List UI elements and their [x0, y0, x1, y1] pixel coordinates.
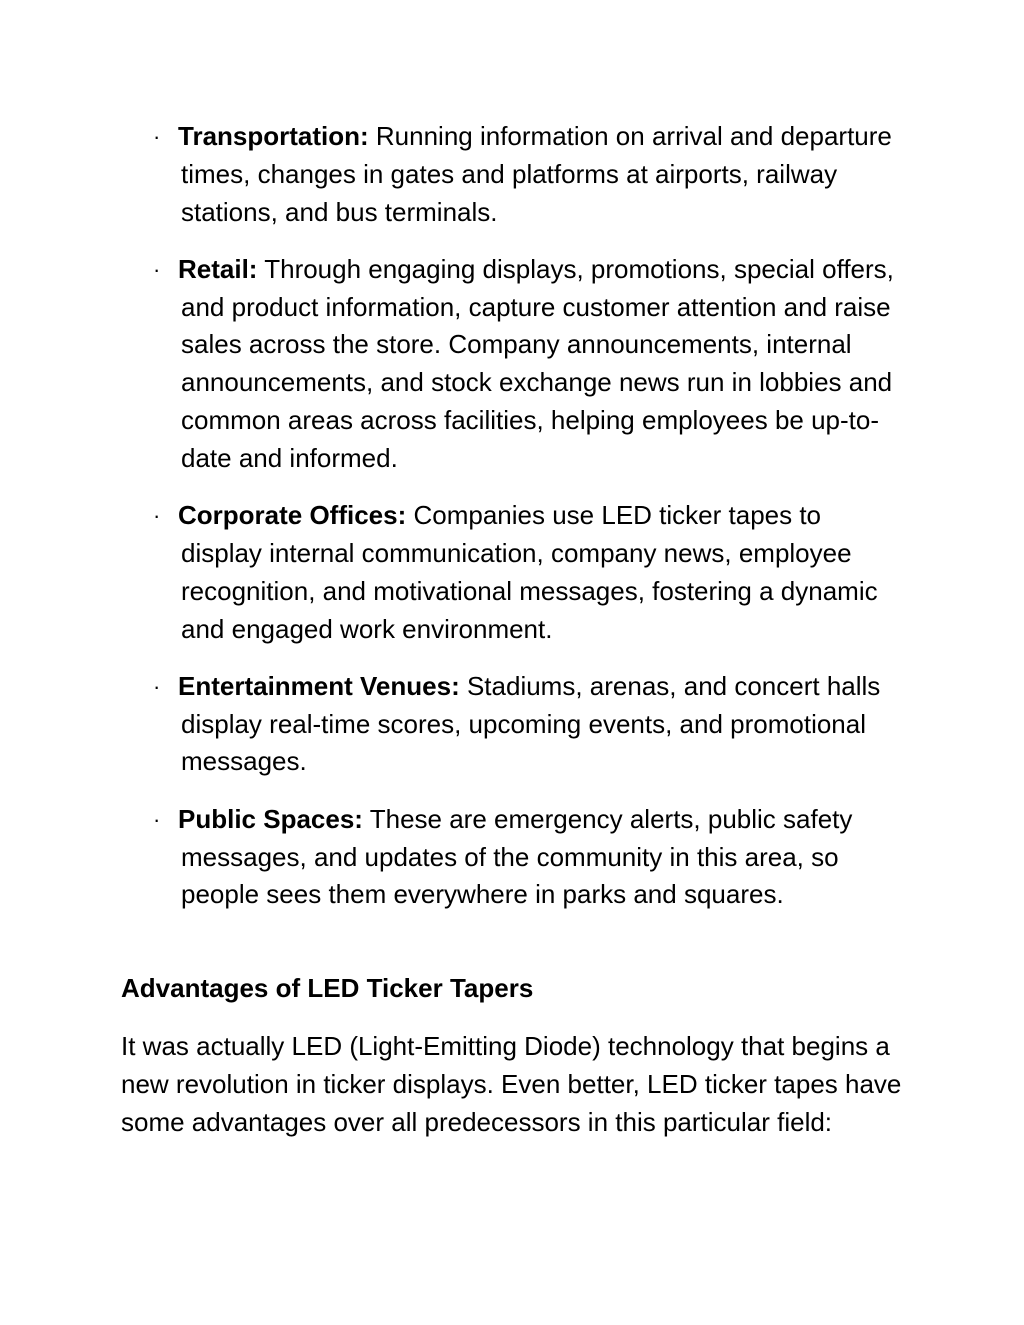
bullet-text — [178, 497, 901, 648]
bullet-marker: · — [153, 806, 161, 832]
bullet-text — [178, 118, 901, 231]
bullet-text — [178, 251, 901, 478]
list-item-corporate-offices — [0, 497, 901, 648]
bullet-text — [178, 801, 901, 914]
bullet-description: These are emergency alerts, public safety messages, and updates of the community in this area, so people sees them everywhere in parks and squares. — [181, 803, 853, 910]
bullet-term: Public Spaces: — [178, 803, 363, 834]
bullet-marker: · — [153, 256, 161, 282]
bullet-marker: · — [153, 673, 161, 699]
list-item-transportation — [0, 118, 901, 231]
bullet-description: Companies use LED ticker tapes to display internal communication, company news, employee recognition, and motivational messages, fostering a dynamic and engaged work environment. — [181, 500, 878, 644]
section-heading: Advantages of LED Ticker Tapers — [121, 973, 534, 1003]
bullet-marker: · — [153, 503, 161, 529]
list-item-public-spaces — [0, 801, 901, 914]
bullet-description: Through engaging displays, promotions, special offers, and product information, capture customer attention and raise sales across the store. Company announcements, internal announcements, and stock exchange news run in lobbies and common areas across facilities, helping employees be up-to-date and informed. — [181, 253, 894, 473]
bullet-term: Transportation: — [178, 121, 369, 151]
bullet-description: Running information on arrival and departure times, changes in gates and platforms at airports, railway stations, and bus terminals. — [181, 121, 892, 227]
bullet-term: Retail: — [178, 253, 258, 284]
bullet-description: Stadiums, arenas, and concert halls display real-time scores, upcoming events, and promotional messages. — [181, 670, 881, 777]
bullet-term: Corporate Offices: — [178, 500, 407, 531]
list-item-entertainment-venues — [0, 668, 901, 781]
bullet-text — [178, 668, 901, 781]
list-item-retail — [0, 251, 901, 478]
section-paragraph: It was actually LED (Light-Emitting Diode) technology that begins a new revolution in ticker displays. Even better, LED ticker tapes have some advantages over all predecessors in this particular field: — [121, 1031, 902, 1137]
bullet-marker: · — [153, 124, 161, 149]
application-bullet-list — [0, 118, 1024, 934]
bullet-term: Entertainment Venues: — [178, 670, 460, 701]
